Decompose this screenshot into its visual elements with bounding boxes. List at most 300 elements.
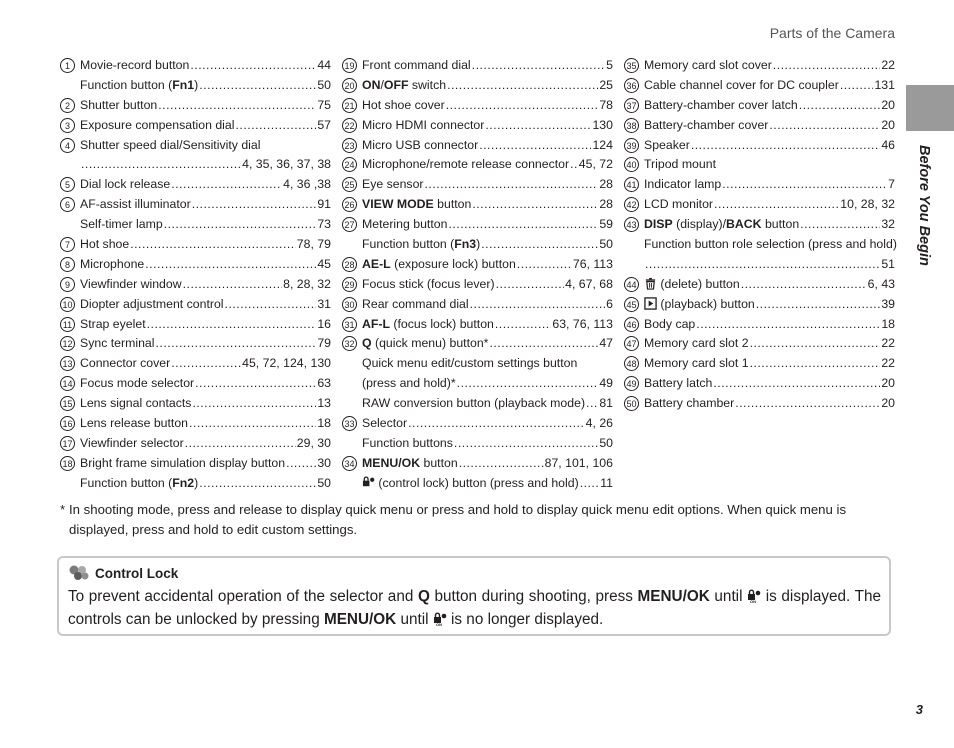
part-label	[80, 315, 146, 335]
part-entry	[60, 116, 331, 136]
page-reference: 81	[599, 396, 613, 411]
part-entry-line	[644, 255, 895, 275]
part-entry-line	[644, 215, 895, 235]
page-reference: 50	[317, 77, 331, 92]
part-entry-line	[644, 315, 895, 335]
part-label	[362, 56, 471, 76]
part-name: Dial lock release	[80, 177, 171, 192]
part-name-suffix: (control lock) button (press and hold)	[375, 475, 579, 490]
callout-number: 10	[60, 297, 75, 312]
section-tab-marker	[906, 85, 954, 131]
part-entry	[60, 175, 331, 195]
part-entry	[624, 155, 895, 175]
callout-number: 15	[60, 396, 75, 411]
part-label	[644, 195, 713, 215]
part-entry-line	[362, 474, 613, 494]
part-entry	[342, 175, 613, 195]
part-name-suffix: (display)/	[672, 217, 727, 232]
dot-leader	[190, 56, 316, 76]
dot-leader	[286, 454, 316, 474]
part-label	[644, 235, 897, 255]
part-entry-line	[362, 414, 613, 434]
part-entry	[624, 315, 895, 335]
part-entry	[342, 394, 613, 414]
page-reference: 6	[606, 296, 613, 311]
part-entry-line	[362, 275, 613, 295]
part-entry	[624, 275, 895, 295]
part-entry-line	[80, 155, 331, 175]
part-entry	[342, 454, 613, 474]
part-entry	[342, 334, 613, 354]
part-label	[362, 434, 453, 454]
part-name: Microphone	[80, 256, 145, 271]
callout-number: 39	[624, 138, 639, 153]
footnote-asterisk: *	[60, 502, 66, 517]
dot-leader	[195, 374, 316, 394]
part-entry	[624, 354, 895, 374]
dot-leader	[236, 116, 317, 136]
part-name: Memory card slot 2	[644, 336, 749, 351]
page-reference: 47	[599, 336, 613, 351]
part-entry-line	[644, 96, 895, 116]
part-label	[644, 116, 768, 136]
dot-leader	[722, 175, 887, 195]
part-name: Bright frame simulation display button	[80, 455, 286, 470]
callout-number: 35	[624, 58, 639, 73]
dot-leader	[691, 136, 881, 156]
dot-leader	[645, 255, 880, 275]
part-name: Selector	[362, 416, 408, 431]
callout-number: 17	[60, 436, 75, 451]
page-reference: 10, 28, 32	[840, 197, 895, 212]
part-label	[80, 215, 163, 235]
part-name: Viewfinder window	[80, 276, 182, 291]
callout-number: 7	[60, 237, 75, 252]
part-entry-line	[644, 374, 895, 394]
part-entry	[342, 56, 613, 76]
page-reference: 73	[317, 217, 331, 232]
part-entry	[60, 454, 331, 474]
part-entry	[60, 334, 331, 354]
part-entry	[60, 96, 331, 116]
page-reference: 25	[599, 77, 613, 92]
part-name: Front command dial	[362, 58, 471, 72]
dot-leader	[147, 315, 317, 335]
part-name: Cable channel cover for DC coupler	[644, 77, 839, 92]
callout-number: 49	[624, 376, 639, 391]
part-entry	[342, 235, 613, 255]
part-label	[80, 414, 188, 434]
part-name: Shutter speed dial/Sensitivity dial	[80, 137, 261, 152]
part-label	[362, 454, 458, 474]
part-entry-line	[80, 374, 331, 394]
dot-leader	[769, 116, 880, 136]
page-reference: 22	[881, 336, 895, 351]
dot-leader	[470, 295, 606, 315]
part-entry	[624, 374, 895, 394]
part-label	[644, 334, 749, 354]
page-reference: 51	[881, 256, 895, 271]
dot-leader	[448, 215, 598, 235]
page-reference: 63, 76, 113	[552, 316, 613, 331]
part-label	[362, 96, 445, 116]
button-name: Q	[362, 336, 372, 351]
part-name: Function button (	[80, 77, 173, 92]
part-entry-line	[362, 155, 613, 175]
page-reference: 91	[317, 197, 331, 212]
part-entry-line	[80, 354, 331, 374]
dot-leader	[800, 215, 880, 235]
callout-number: 14	[60, 376, 75, 391]
dot-leader	[773, 56, 881, 76]
part-label	[362, 255, 516, 275]
callout-number: 24	[342, 157, 357, 172]
part-entry-line	[362, 136, 613, 156]
dot-leader	[156, 334, 317, 354]
callout-number: 19	[342, 58, 357, 73]
callout-number: 13	[60, 356, 75, 371]
footnote	[60, 500, 898, 539]
dot-leader	[192, 394, 316, 414]
page-reference: 4, 26	[585, 416, 613, 431]
part-name: Microphone/remote release connector	[362, 157, 570, 172]
part-entry-line	[362, 175, 613, 195]
part-entry-line	[80, 235, 331, 255]
part-label	[644, 175, 721, 195]
button-name: BACK	[726, 217, 762, 232]
callout-number: 21	[342, 98, 357, 113]
dot-leader	[479, 136, 591, 156]
page-reference: 57	[317, 117, 331, 132]
part-entry	[60, 374, 331, 394]
part-label	[80, 195, 191, 215]
page-reference: 31	[317, 296, 331, 311]
part-entry	[60, 434, 331, 454]
part-name-suffix: (quick menu) button*	[371, 336, 489, 351]
part-label	[80, 136, 260, 156]
part-label	[362, 215, 447, 235]
part-label	[362, 394, 585, 414]
part-entry-line	[80, 215, 331, 235]
part-entry-line	[644, 76, 895, 96]
part-entry	[342, 354, 613, 374]
part-name: Connector cover	[80, 356, 171, 371]
part-name-suffix: )	[476, 237, 481, 252]
part-entry	[60, 255, 331, 275]
part-label	[80, 374, 194, 394]
dot-leader	[799, 96, 881, 116]
callout-number: 6	[60, 197, 75, 212]
control-lock-title: Control Lock	[95, 565, 179, 581]
control-lock-icon	[362, 476, 375, 489]
page-number: 3	[915, 702, 923, 717]
dot-leader	[199, 474, 316, 494]
dot-leader	[425, 175, 599, 195]
callout-number: 32	[342, 336, 357, 351]
callout-number: 34	[342, 456, 357, 471]
callout-number: 4	[60, 138, 75, 153]
page-reference: 39	[881, 296, 895, 311]
part-entry	[342, 374, 613, 394]
part-entry-line	[80, 454, 331, 474]
part-entry-line	[362, 434, 613, 454]
page-reference: 18	[881, 316, 895, 331]
dot-leader	[457, 374, 599, 394]
callout-number: 31	[342, 317, 357, 332]
dot-leader	[199, 76, 316, 96]
part-name: Speaker	[644, 137, 690, 152]
callout-number: 29	[342, 277, 357, 292]
part-label	[644, 56, 772, 76]
part-name: Micro USB connector	[362, 137, 479, 152]
part-name: Function button (	[362, 237, 455, 252]
part-entry	[342, 474, 613, 494]
page-reference: 11	[600, 475, 613, 490]
part-name: Function buttons	[362, 435, 453, 450]
callout-number: 28	[342, 257, 357, 272]
button-name: VIEW MODE	[362, 197, 434, 212]
part-entry-line	[80, 255, 331, 275]
part-label	[362, 155, 569, 175]
page-reference: 4, 35, 36, 37, 38	[242, 157, 331, 172]
part-entry	[60, 136, 331, 156]
dot-leader	[489, 334, 598, 354]
part-entry	[342, 96, 613, 116]
callout-number: 27	[342, 217, 357, 232]
button-name: AE-L	[362, 256, 391, 271]
button-name: Fn2	[172, 475, 195, 490]
page-reference: 50	[599, 237, 613, 252]
dot-leader	[756, 295, 881, 315]
page-reference: 20	[881, 97, 895, 112]
dot-leader	[586, 394, 598, 414]
dot-leader	[225, 295, 317, 315]
part-label	[362, 76, 446, 96]
part-label	[80, 175, 170, 195]
part-name: Viewfinder selector	[80, 435, 184, 450]
part-name: Battery-chamber cover	[644, 117, 769, 132]
page-reference: 59	[599, 217, 613, 232]
part-label	[80, 96, 157, 116]
part-entry	[60, 235, 331, 255]
page-reference: 20	[881, 117, 895, 132]
part-label	[80, 235, 129, 255]
part-label	[362, 136, 478, 156]
part-name: Movie-record button	[80, 58, 190, 72]
part-entry-line	[80, 275, 331, 295]
part-entry-line	[362, 255, 613, 275]
callout-number: 43	[624, 217, 639, 232]
part-label	[362, 315, 494, 335]
page-reference: 45, 72	[578, 157, 613, 172]
part-label	[362, 374, 456, 394]
part-label	[80, 255, 144, 275]
dot-leader	[570, 155, 578, 175]
page-reference: 13	[317, 396, 331, 411]
page-reference: 22	[881, 356, 895, 371]
part-entry	[342, 255, 613, 275]
callout-number: 41	[624, 177, 639, 192]
part-entry	[624, 255, 895, 275]
part-label	[362, 295, 469, 315]
dot-leader	[447, 76, 598, 96]
callout-number: 40	[624, 157, 639, 172]
callout-number: 44	[624, 277, 639, 292]
part-entry-line	[362, 334, 613, 354]
dot-leader	[145, 255, 316, 275]
part-entry	[624, 295, 895, 315]
part-label	[644, 275, 740, 295]
page-reference: 87, 101, 106	[544, 455, 613, 470]
dot-leader	[446, 96, 599, 116]
part-entry-line	[80, 56, 331, 76]
part-entry-line	[362, 56, 613, 76]
button-name: Fn1	[172, 77, 195, 92]
part-entry	[60, 315, 331, 335]
part-entry	[624, 96, 895, 116]
part-entry-line	[80, 76, 331, 96]
part-label	[644, 354, 749, 374]
part-entry-line	[80, 334, 331, 354]
part-name-suffix: button	[420, 455, 458, 470]
part-entry	[624, 116, 895, 136]
dot-leader	[840, 76, 874, 96]
page-reference: 45	[317, 256, 331, 271]
part-entry-line	[644, 394, 895, 414]
part-label	[644, 155, 716, 175]
part-name-suffix: )	[194, 475, 199, 490]
part-label	[644, 215, 799, 235]
part-entry-line	[362, 354, 613, 374]
part-entry	[342, 434, 613, 454]
part-name: Metering button	[362, 217, 448, 232]
part-label	[362, 354, 577, 374]
page-reference: 30	[317, 455, 331, 470]
part-entry-line	[362, 235, 613, 255]
part-entry	[624, 76, 895, 96]
part-label	[644, 76, 839, 96]
part-entry-line	[644, 354, 895, 374]
dot-leader	[696, 315, 880, 335]
page-reference: 7	[888, 177, 895, 192]
dot-leader	[171, 175, 282, 195]
part-name-suffix: button	[433, 197, 472, 212]
page-reference: 50	[317, 475, 331, 490]
button-name: OFF	[383, 77, 409, 92]
part-entry	[60, 354, 331, 374]
part-label	[644, 374, 712, 394]
part-entry	[60, 295, 331, 315]
part-entry-line	[80, 434, 331, 454]
part-label	[362, 175, 424, 195]
dot-leader	[459, 454, 544, 474]
callout-number: 50	[624, 396, 639, 411]
callout-number: 22	[342, 118, 357, 133]
part-entry-line	[80, 414, 331, 434]
control-lock-icon	[747, 589, 761, 603]
part-entry-line	[644, 295, 895, 315]
part-label	[362, 235, 480, 255]
page-reference: 28	[599, 197, 613, 212]
part-name: Strap eyelet	[80, 316, 146, 331]
part-entry	[342, 76, 613, 96]
section-header: Parts of the Camera	[769, 25, 895, 41]
dot-leader	[472, 56, 605, 76]
part-entry-line	[80, 474, 331, 494]
dot-leader	[189, 414, 316, 434]
part-label	[644, 96, 798, 116]
part-name-suffix: (exposure lock) button	[390, 256, 516, 271]
part-name: Exposure compensation dial	[80, 117, 235, 132]
part-name-suffix: (playback) button	[657, 296, 755, 311]
page-reference: 32	[881, 217, 895, 232]
part-entry	[624, 56, 895, 76]
page-reference: 124	[592, 137, 613, 152]
part-entry-line	[644, 195, 895, 215]
callout-number: 25	[342, 177, 357, 192]
dot-leader	[495, 315, 551, 335]
part-entry-line	[362, 295, 613, 315]
dot-leader	[408, 414, 585, 434]
part-name-suffix: button	[761, 217, 800, 232]
part-name: Quick menu edit/custom settings button	[362, 356, 578, 371]
dot-leader	[171, 354, 241, 374]
part-name: Rear command dial	[362, 296, 469, 311]
part-entry	[342, 414, 613, 434]
part-label	[80, 334, 155, 354]
callout-number: 9	[60, 277, 75, 292]
callout-number: 47	[624, 336, 639, 351]
page-reference: 4, 36 ,38	[283, 177, 331, 192]
part-entry-line	[80, 394, 331, 414]
part-name-suffix: switch	[408, 77, 447, 92]
part-label	[362, 116, 484, 136]
callout-number: 11	[60, 317, 75, 332]
part-name: Hot shoe	[80, 237, 130, 252]
button-name: DISP	[644, 217, 673, 232]
part-entry-line	[80, 295, 331, 315]
callout-number: 38	[624, 118, 639, 133]
button-name: MENU/OK	[362, 455, 421, 470]
part-label	[362, 334, 488, 354]
dot-leader	[158, 96, 316, 116]
parts-list-column-2	[342, 56, 613, 494]
dot-leader	[130, 235, 296, 255]
playback-icon	[644, 297, 657, 310]
dot-leader	[750, 354, 881, 374]
part-entry	[624, 175, 895, 195]
part-label	[80, 56, 189, 76]
part-entry-line	[644, 136, 895, 156]
note-icon	[68, 565, 92, 581]
part-name: RAW conversion button (playback mode)	[362, 396, 586, 411]
page-reference: 78	[599, 97, 613, 112]
callout-number: 12	[60, 336, 75, 351]
button-name: AF-L	[362, 316, 390, 331]
part-name: AF-assist illuminator	[80, 197, 191, 212]
parts-list-column-3	[624, 56, 895, 414]
callout-number: 26	[342, 197, 357, 212]
page-reference: 4, 67, 68	[565, 276, 613, 291]
part-name: Focus stick (focus lever)	[362, 276, 495, 291]
page-reference: 29, 30	[296, 435, 331, 450]
part-entry-line	[644, 56, 895, 76]
part-entry	[342, 295, 613, 315]
callout-number: 8	[60, 257, 75, 272]
control-lock-title-row	[68, 565, 178, 581]
dot-leader	[750, 334, 881, 354]
callout-number: 23	[342, 138, 357, 153]
